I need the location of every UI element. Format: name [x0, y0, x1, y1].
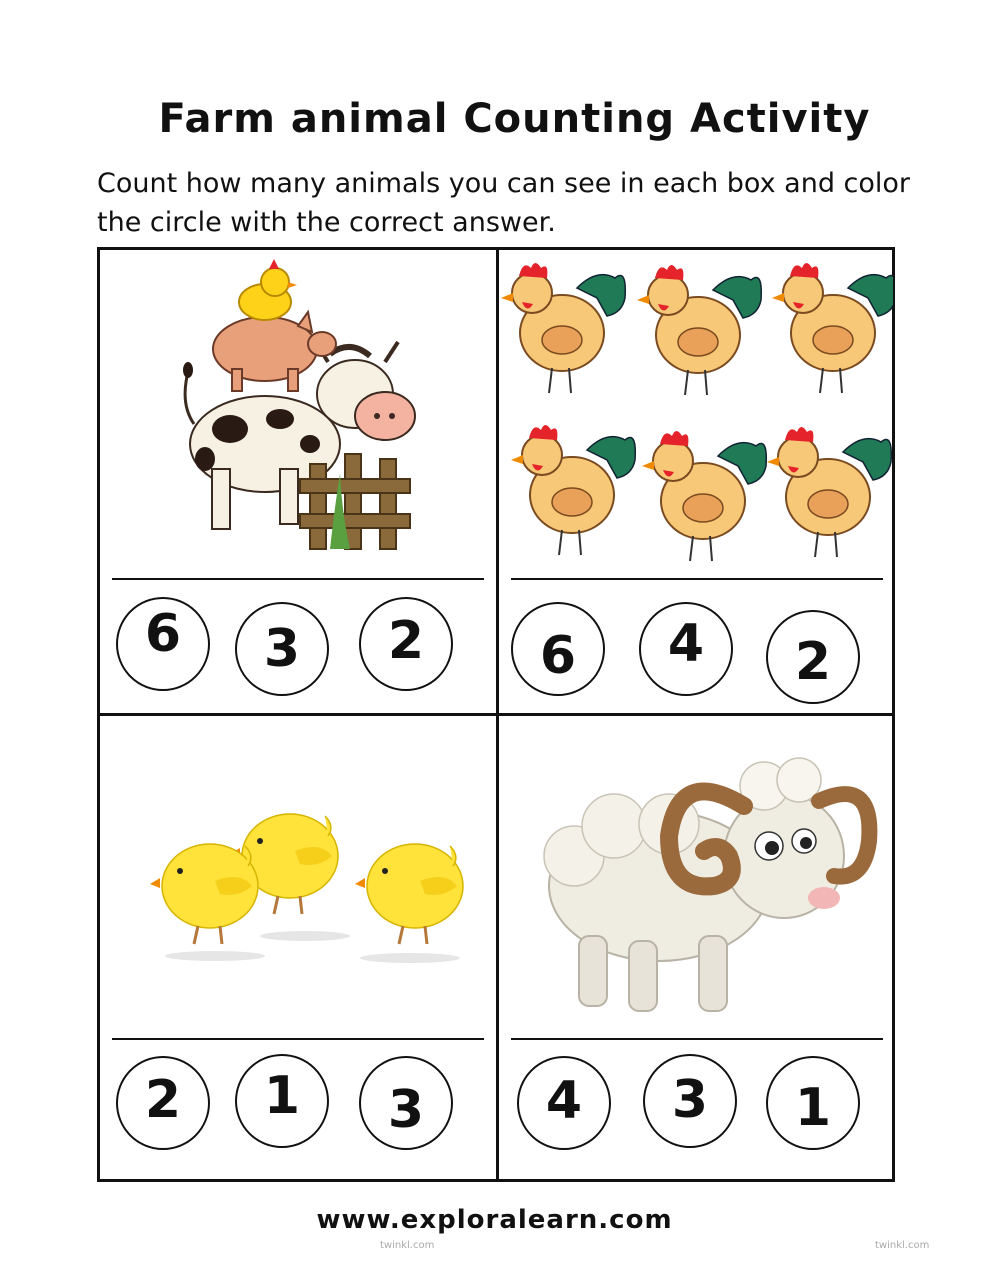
- answer-separator: [112, 578, 484, 580]
- answer-circle[interactable]: [766, 610, 860, 704]
- chicks-illustration: [140, 796, 480, 976]
- roosters-illustration: [493, 250, 893, 570]
- answer-circle[interactable]: [639, 602, 733, 696]
- answer-number: 1: [794, 1078, 832, 1138]
- box-ram: [499, 716, 895, 1179]
- ram-illustration: [529, 746, 879, 1026]
- answer-circle[interactable]: [511, 602, 605, 696]
- answer-circle[interactable]: [116, 597, 210, 691]
- website-footer: www.exploralearn.com: [316, 1205, 673, 1235]
- farm-stack-illustration: [170, 244, 430, 554]
- credit-right: twinkl.com: [875, 1240, 930, 1251]
- answer-number: 1: [263, 1066, 301, 1126]
- answer-circle[interactable]: [766, 1056, 860, 1150]
- instruction-line-2: the circle with the correct answer.: [97, 207, 556, 238]
- credit-left: twinkl.com: [380, 1240, 435, 1251]
- counting-grid: [97, 247, 895, 1182]
- answer-number: 6: [539, 626, 577, 686]
- answer-circle[interactable]: [359, 597, 453, 691]
- instructions: [97, 164, 917, 242]
- answer-circle[interactable]: [643, 1054, 737, 1148]
- answer-circle[interactable]: [235, 1054, 329, 1148]
- box-roosters: [499, 250, 895, 713]
- page-title: Farm animal Counting Activity: [158, 96, 871, 142]
- instruction-line-1: Count how many animals you can see in each box and color: [97, 168, 911, 199]
- answer-separator: [511, 1038, 883, 1040]
- answer-number: 2: [794, 632, 832, 692]
- answer-number: 2: [387, 611, 425, 671]
- box-farm-stack: [100, 250, 496, 713]
- box-chicks: [100, 716, 496, 1179]
- answer-circle[interactable]: [517, 1056, 611, 1150]
- answer-circle[interactable]: [116, 1056, 210, 1150]
- answer-number: 2: [144, 1070, 182, 1130]
- answer-circle[interactable]: [359, 1056, 453, 1150]
- answer-separator: [511, 578, 883, 580]
- answer-number: 4: [545, 1071, 583, 1131]
- answer-number: 4: [667, 614, 705, 674]
- answer-number: 3: [671, 1070, 709, 1130]
- answer-number: 6: [144, 604, 182, 664]
- answer-circle[interactable]: [235, 602, 329, 696]
- answer-number: 3: [387, 1080, 425, 1140]
- answer-separator: [112, 1038, 484, 1040]
- answer-number: 3: [263, 619, 301, 679]
